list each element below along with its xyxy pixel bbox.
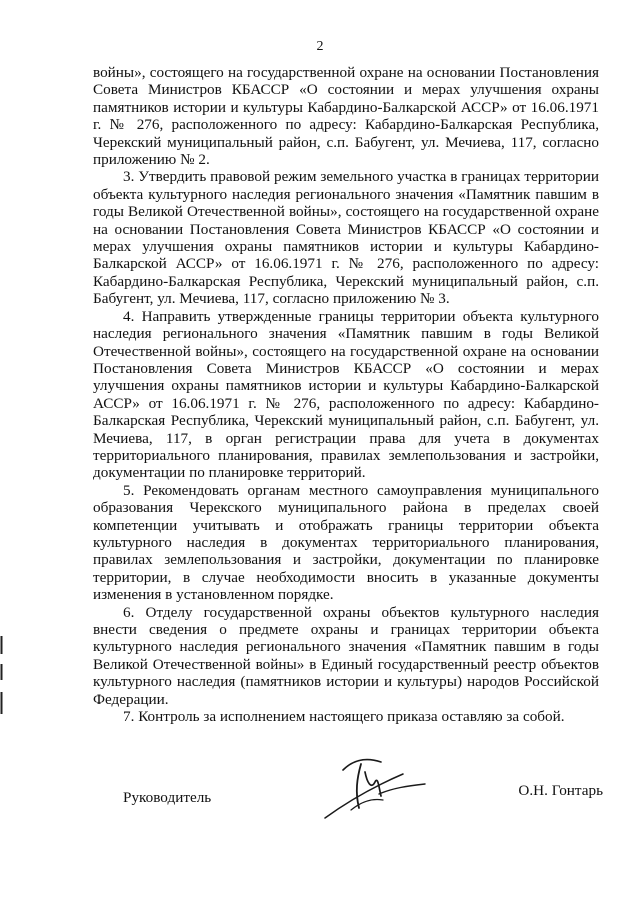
signer-title: Руководитель (123, 789, 212, 806)
paragraph-item-3: 3. Утвердить правовой режим земельного участка в границах территории объекта культурного наследия регионального значения «Памятник павшим в годы Великой Отечественной войны», состоящего на государственной охране на основании Постановления Совета Министров КБАССР «О состоянии и мерах улучшения охраны памятников истории и культуры Кабардино-Балкарской АССР» от 16.06.1971 г. № 276, расположенного по адресу: Кабардино-Балкарская Республика, Черекский муниципальный район, с.п. Бабугент, ул. Мечиева, 117, согласно приложению № 3. (93, 168, 599, 308)
document-body (93, 64, 599, 725)
handwritten-signature (321, 752, 431, 824)
paragraph-item-7: 7. Контроль за исполнением настоящего приказа оставляю за собой. (123, 708, 565, 726)
paragraph-continuation: войны», состоящего на государственной охране на основании Постановления Совета Министров КБАССР «О состоянии и мерах улучшения охраны памятников истории и культуры Кабардино-Балкарской АССР» от 16.06.1971 г. № 276, расположенного по адресу: Кабардино-Балкарская Республика, Черекский муниципальный район, с.п. Бабугент, ул. Мечиева, 117, согласно приложению № 2. (93, 64, 599, 169)
signature-block (93, 752, 603, 842)
scan-edge-mark (0, 636, 3, 716)
paragraph-item-5: 5. Рекомендовать органам местного самоуправления муниципального образования Черекского муниципального района в пределах своей компетенции учитывать и отображать границы территории объекта культурного наследия в документах территориального планирования, правилах землепользования и застройки, документации по планировке территории, в случае необходимости вносить в указанные документы изменения в установленном порядке. (93, 481, 599, 604)
paragraph-item-6: 6. Отделу государственной охраны объектов культурного наследия внести сведения о предмете охраны и границах территории объекта культурного наследия регионального значения «Памятник павшим в годы Великой Отечественной войны» в Единый государственный реестр объектов культурного наследия (памятников истории и культуры) народов Российской Федерации. (93, 603, 599, 708)
paragraph-item-4: 4. Направить утвержденные границы территории объекта культурного наследия регионального значения «Памятник павшим в годы Великой Отечественной войны», состоящего на государственной охране на основании Постановления Совета Министров КБАССР «О состоянии и мерах улучшения охраны памятников истории и культуры Кабардино-Балкарской АССР» от 16.06.1971 г. № 276, расположенного по адресу: Кабардино-Балкарская Республика, Черекский муниципальный район, с.п. Бабугент, ул. Мечиева, 117, в орган регистрации права для учета в документах территориального планирования, правилах землепользования и застройки, документации по планировке территорий. (93, 307, 599, 482)
page-number: 2 (316, 39, 324, 54)
signer-name: О.Н. Гонтарь (518, 782, 603, 799)
